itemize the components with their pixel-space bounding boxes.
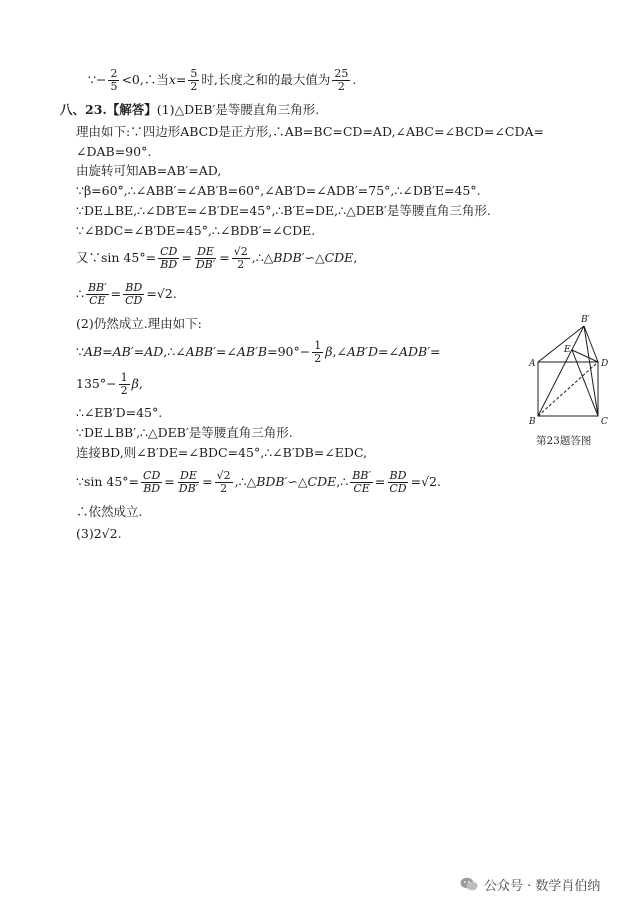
label-e: E xyxy=(564,345,571,355)
figure-caption: 第23题答图 xyxy=(536,435,592,447)
wechat-icon xyxy=(460,877,478,891)
text-line-7: ∵DE⊥BE,∴∠DB′E=∠B′DE=45°,∴B′E=DE,∴△DEB′是等腰直角三角形. xyxy=(76,203,491,218)
text-line-1: ∵− $\frac{2}{5}$ <0,∴当x= $\frac{5}{2}$ 时,长度之和的最大值为 $\frac{25}{2}$ . xyxy=(88,67,357,93)
wechat-footer xyxy=(460,873,600,895)
label-d: D xyxy=(601,359,609,369)
segment-bb-prime xyxy=(538,326,584,416)
text-line-8: ∵∠BDC=∠B′DE=45°,∴∠BDB′=∠CDE. xyxy=(76,223,316,238)
text-line-9: 又∵sin 45°= $\frac{CD}{BD}$ = $\frac{DE}{DB'}$ = $\frac{√2}{2}$ ,∴△BDB′∽△CDE, xyxy=(76,245,358,271)
text-line-5: 由旋转可知AB=AB′=AD, xyxy=(76,163,222,178)
segment-ab-prime xyxy=(538,326,584,362)
text-line-4: ∠DAB=90°. xyxy=(76,144,152,159)
text-line-17: ∵sin 45°= $\frac{CD}{BD}$ = $\frac{DE}{DB'}$ = $\frac{√2}{2}$ ,∴△BDB′∽△CDE,∴ $\frac{BB'}{CE}$ = $\frac{BD}{CD}$ =√2. xyxy=(76,469,441,495)
text-line-12: ∵AB=AB′=AD,∴∠ABB′=∠AB′B=90°− $\frac{1}{2}$ β,∠AB′D=∠ADB′= xyxy=(76,339,441,365)
text-line-19: (3)2√2. xyxy=(76,526,122,541)
text-line-14: ∴∠EB′D=45°. xyxy=(76,405,163,420)
text-line-10: ∴ $\frac{BB'}{CE}$ = $\frac{BD}{CD}$ =√2. xyxy=(76,281,177,307)
text-line-11: (2)仍然成立.理由如下: xyxy=(76,316,202,331)
text-line-15: ∵DE⊥BB′,∴△DEB′是等腰直角三角形. xyxy=(76,425,293,440)
label-c: C xyxy=(601,417,608,427)
text-line-16: 连接BD,则∠B′DE=∠BDC=45°,∴∠B′DB=∠EDC, xyxy=(76,445,368,460)
segment-b-prime-c xyxy=(584,326,598,416)
geometry-figure xyxy=(524,312,616,442)
label-b: B xyxy=(529,417,536,427)
label-b-prime: B′ xyxy=(581,315,590,325)
section-heading: 八、23.【解答】 xyxy=(60,102,157,117)
text-line-2: 八、23.【解答】(1)△DEB′是等腰直角三角形. xyxy=(60,102,320,117)
label-a: A xyxy=(529,359,536,369)
account-name: 公众号 · 数学肖伯纳 xyxy=(484,878,601,894)
text-line-6: ∵β=60°,∴∠ABB′=∠AB′B=60°,∠AB′D=∠ADB′=75°,∴∠DB′E=45°. xyxy=(76,183,481,198)
segment-bd-dashed xyxy=(538,362,598,416)
text-line-18: ∴依然成立. xyxy=(76,504,143,519)
text-line-13: 135°− $\frac{1}{2}$ β, xyxy=(76,371,143,397)
text-line-3: 理由如下:∵四边形ABCD是正方形,∴AB=BC=CD=AD,∠ABC=∠BCD=∠CDA= xyxy=(76,124,544,139)
